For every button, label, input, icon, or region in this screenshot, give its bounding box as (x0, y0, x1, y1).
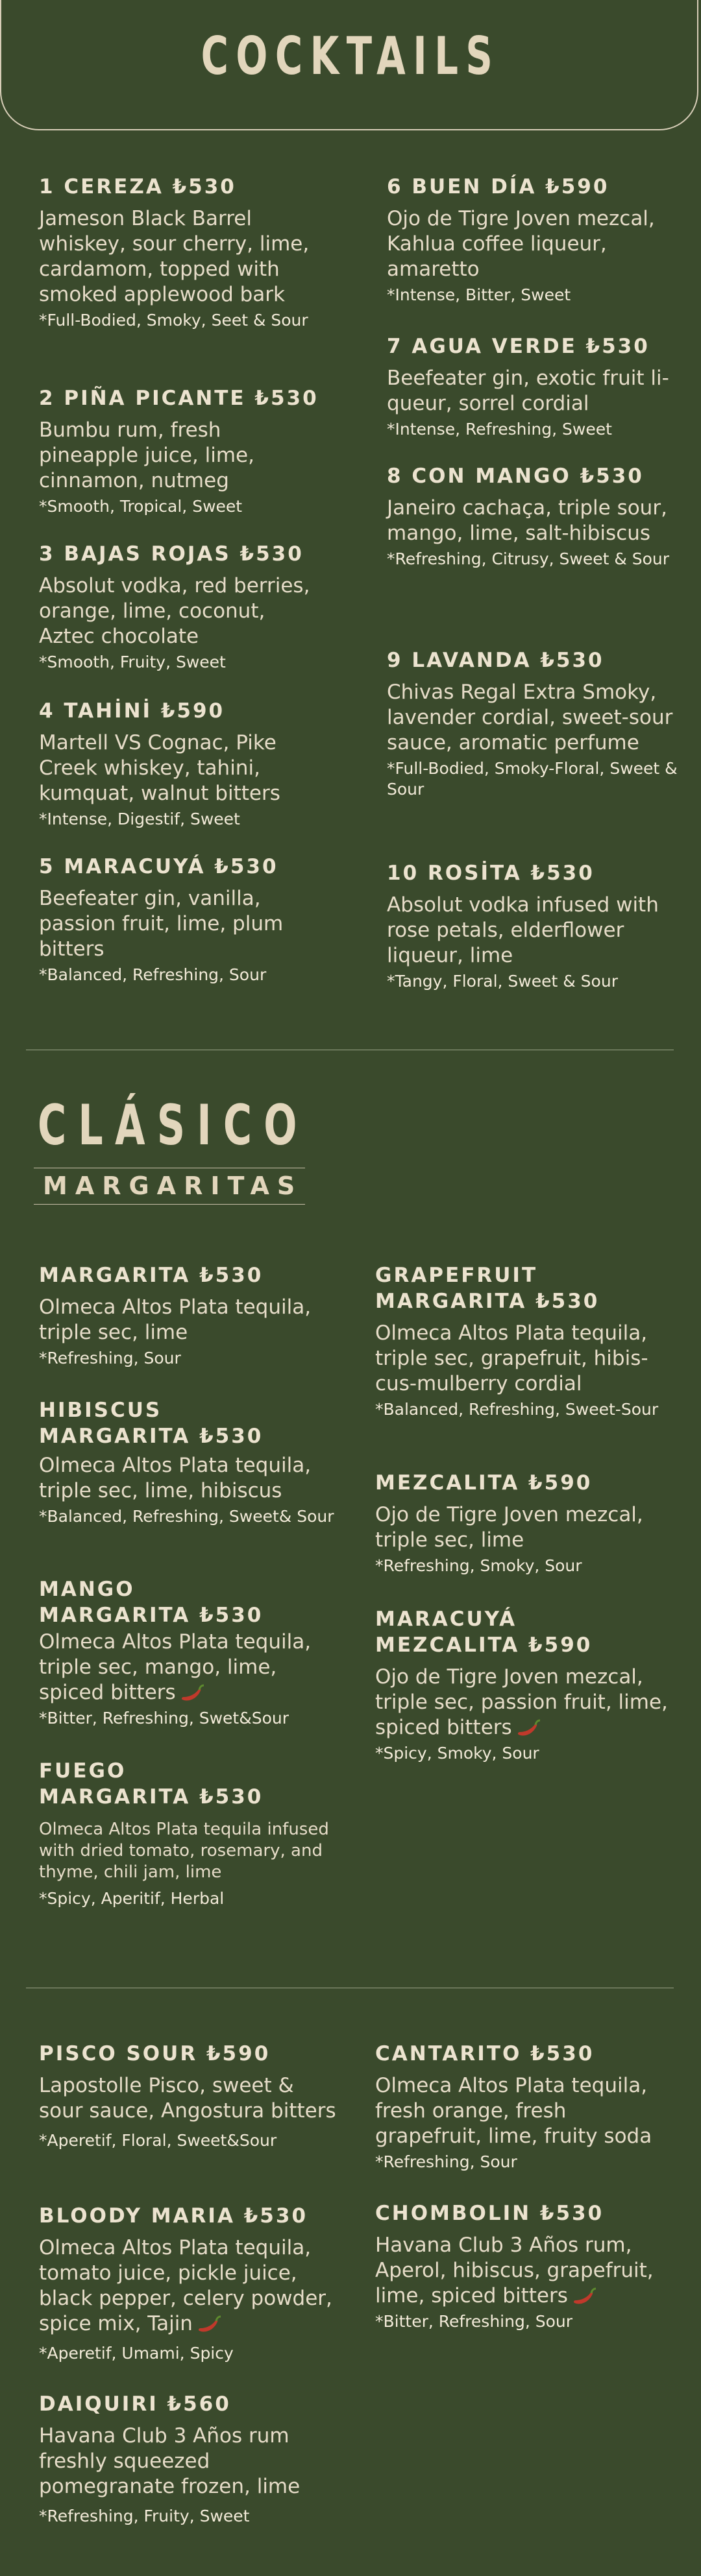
item-name: 2 PIÑA PICANTE ₺530 (39, 387, 319, 410)
item-description: Beefeater gin, vanilla, passion fruit, lime, plum bitters (39, 887, 284, 961)
item-tags: *Bitter, Refreshing, Swet&Sour (39, 1709, 289, 1727)
menu-item (375, 2200, 674, 2332)
item-tags: *Refreshing, Sour (375, 2152, 517, 2171)
page-title: COCKTAILS (201, 26, 500, 86)
item-tags: *Full-Bodied, Smoky, Seet & Sour (39, 311, 308, 330)
item-description: Beefeater gin, exotic fruit li-queur, sorrel cordial (387, 367, 669, 415)
item-tags: *Balanced, Refreshing, Sweet-Sour (375, 1400, 659, 1419)
item-name-line-2: MARGARITA ₺530 (375, 1290, 600, 1313)
menu-item (39, 1397, 338, 1527)
chili-pepper-icon (572, 2286, 598, 2308)
menu-item (387, 647, 685, 800)
item-name: 3 BAJAS ROJAS ₺530 (39, 542, 304, 566)
menu-item (39, 174, 344, 331)
item-name: 4 TAHİNİ ₺590 (39, 699, 225, 723)
item-description: Ojo de Tigre Joven mezcal, Kahlua coffee liqueur, amaretto (387, 207, 655, 281)
menu-item (39, 698, 325, 830)
item-name: 6 BUEN DÍA ₺590 (387, 175, 609, 199)
item-name-line-2: MARGARITA ₺530 (39, 1604, 264, 1627)
item-name: 9 LAVANDA ₺530 (387, 649, 604, 672)
menu-item (375, 1606, 674, 1764)
item-description (375, 1665, 674, 1740)
menu-item (387, 333, 685, 440)
item-name: PISCO SOUR ₺590 (39, 2042, 271, 2065)
chili-pepper-icon (180, 1683, 206, 1705)
item-tags: *Tangy, Floral, Sweet & Sour (387, 972, 618, 991)
item-name: 5 MARACUYÁ ₺530 (39, 855, 278, 878)
header (0, 0, 701, 133)
item-description-text: Ojo de Tigre Joven mezcal, triple sec, passion fruit, lime, spiced bitters (375, 1665, 668, 1739)
menu-item (387, 463, 685, 570)
item-description: Ojo de Tigre Joven mezcal, triple sec, lime (375, 1503, 643, 1552)
item-description: Jameson Black Barrel whiskey, sour cherry, lime, cardamom, topped with smoked applewood bark (39, 207, 310, 306)
menu-item (39, 541, 325, 673)
item-description: Absolut vodka infused with rose petals, elderflower liqueur, lime (387, 893, 659, 967)
item-name: MEZCALITA ₺590 (375, 1471, 593, 1495)
item-description: Olmeca Altos Plata tequila, fresh orange, fresh grapefruit, lime, fruity soda (375, 2074, 652, 2148)
item-description (39, 1630, 338, 1705)
item-tags: *Intense, Refreshing, Sweet (387, 420, 612, 439)
item-name: 1 CEREZA ₺530 (39, 175, 236, 199)
item-description: Absolut vodka, red berries, orange, lime, coconut, Aztec chocolate (39, 574, 310, 648)
item-tags: *Aperetif, Umami, Spicy (39, 2344, 234, 2363)
menu-item (375, 1262, 674, 1420)
item-name-line-2: MARGARITA ₺530 (39, 1425, 264, 1448)
item-name: DAIQUIRI ₺560 (39, 2392, 231, 2416)
item-tags: *Smooth, Tropical, Sweet (39, 497, 243, 516)
item-name: MARGARITA ₺530 (39, 1264, 264, 1287)
item-description: Janeiro cachaça, triple sour, mango, lime, salt-hibiscus (387, 496, 667, 545)
menu-item (39, 2203, 338, 2364)
item-name: BLOODY MARIA ₺530 (39, 2204, 308, 2228)
menu-item (39, 1758, 338, 1909)
menu-item (39, 854, 325, 985)
item-name: 7 AGUA VERDE ₺530 (387, 335, 650, 358)
item-name: 10 ROSİTA ₺530 (387, 861, 595, 885)
item-description: Havana Club 3 Años rum freshly squeezed pomegranate frozen, lime (39, 2424, 301, 2498)
item-name-line-2: MARGARITA ₺530 (39, 1785, 264, 1809)
item-tags: *Balanced, Refreshing, Sweet& Sour (39, 1507, 334, 1526)
item-tags: *Intense, Bitter, Sweet (387, 285, 571, 304)
menu-item (39, 1576, 338, 1729)
chili-pepper-icon (197, 2314, 223, 2336)
item-description: Olmeca Altos Plata tequila, triple sec, grapefruit, hibis-cus-mulberry cordial (375, 1321, 648, 1395)
menu-item (39, 1262, 338, 1369)
section-title: CLÁSICO (38, 1093, 309, 1158)
section-subtitle: MARGARITAS (43, 1172, 303, 1200)
item-name: CHOMBOLIN ₺530 (375, 2202, 604, 2225)
item-description-text: Olmeca Altos Plata tequila, triple sec, mango, lime, spiced bitters (39, 1630, 312, 1704)
item-description: Olmeca Altos Plata tequila, triple sec, lime (39, 1295, 312, 1344)
item-description (375, 2233, 674, 2309)
item-name-line-1: FUEGO (39, 1759, 127, 1783)
item-tags: *Refreshing, Smoky, Sour (375, 1556, 582, 1575)
item-name: CANTARITO ₺530 (375, 2042, 595, 2065)
item-tags: *Intense, Digestif, Sweet (39, 810, 240, 828)
item-tags: *Spicy, Aperitif, Herbal (39, 1889, 225, 1908)
item-description (39, 2235, 338, 2337)
item-name: 8 CON MANGO ₺530 (387, 464, 644, 488)
item-description: Martell VS Cognac, Pike Creek whiskey, tahini, kumquat, walnut bitters (39, 731, 280, 805)
menu-item (387, 174, 672, 306)
item-tags: *Balanced, Refreshing, Sour (39, 965, 267, 984)
item-tags: *Refreshing, Sour (39, 1349, 181, 1367)
menu-item (39, 385, 325, 517)
menu-item (39, 2391, 338, 2527)
item-description: Lapostolle Pisco, sweet & sour sauce, Angostura bitters (39, 2074, 336, 2123)
item-description-text: Havana Club 3 Años rum, Aperol, hibiscus, grapefruit, lime, spiced bitters (375, 2233, 654, 2307)
item-description: Olmeca Altos Plata tequila infused with dried tomato, rosemary, and thyme, chili jam, lime (39, 1820, 329, 1882)
menu-item (387, 860, 685, 992)
chili-pepper-icon (516, 1718, 542, 1740)
item-tags: *Full-Bodied, Smoky-Floral, Sweet & Sour (387, 759, 678, 799)
item-description: Olmeca Altos Plata tequila, triple sec, lime, hibiscus (39, 1454, 312, 1502)
item-description: Bumbu rum, fresh pineapple juice, lime, cinnamon, nutmeg (39, 418, 254, 492)
menu-item (39, 2041, 338, 2151)
item-tags: *Smooth, Fruity, Sweet (39, 653, 226, 671)
item-name-line-2: MEZCALITA ₺590 (375, 1633, 593, 1657)
item-name-line-1: GRAPEFRUIT (375, 1264, 538, 1287)
menu-item (375, 2041, 674, 2173)
item-tags: *Spicy, Smoky, Sour (375, 1744, 539, 1763)
item-name-line-1: MANGO (39, 1578, 135, 1601)
item-tags: *Refreshing, Fruity, Sweet (39, 2507, 250, 2525)
item-name-line-1: MARACUYÁ (375, 1607, 517, 1631)
item-description-text: Olmeca Altos Plata tequila, tomato juice, pickle juice, black pepper, celery powder, spice mix, Tajin (39, 2236, 332, 2335)
item-name-line-1: HIBISCUS (39, 1399, 162, 1422)
item-description: Chivas Regal Extra Smoky, lavender cordial, sweet-sour sauce, aromatic perfume (387, 680, 673, 754)
menu-item (375, 1470, 674, 1576)
item-tags: *Bitter, Refreshing, Sour (375, 2312, 573, 2331)
item-tags: *Refreshing, Citrusy, Sweet & Sour (387, 549, 670, 568)
item-tags: *Aperetif, Floral, Sweet&Sour (39, 2131, 277, 2150)
